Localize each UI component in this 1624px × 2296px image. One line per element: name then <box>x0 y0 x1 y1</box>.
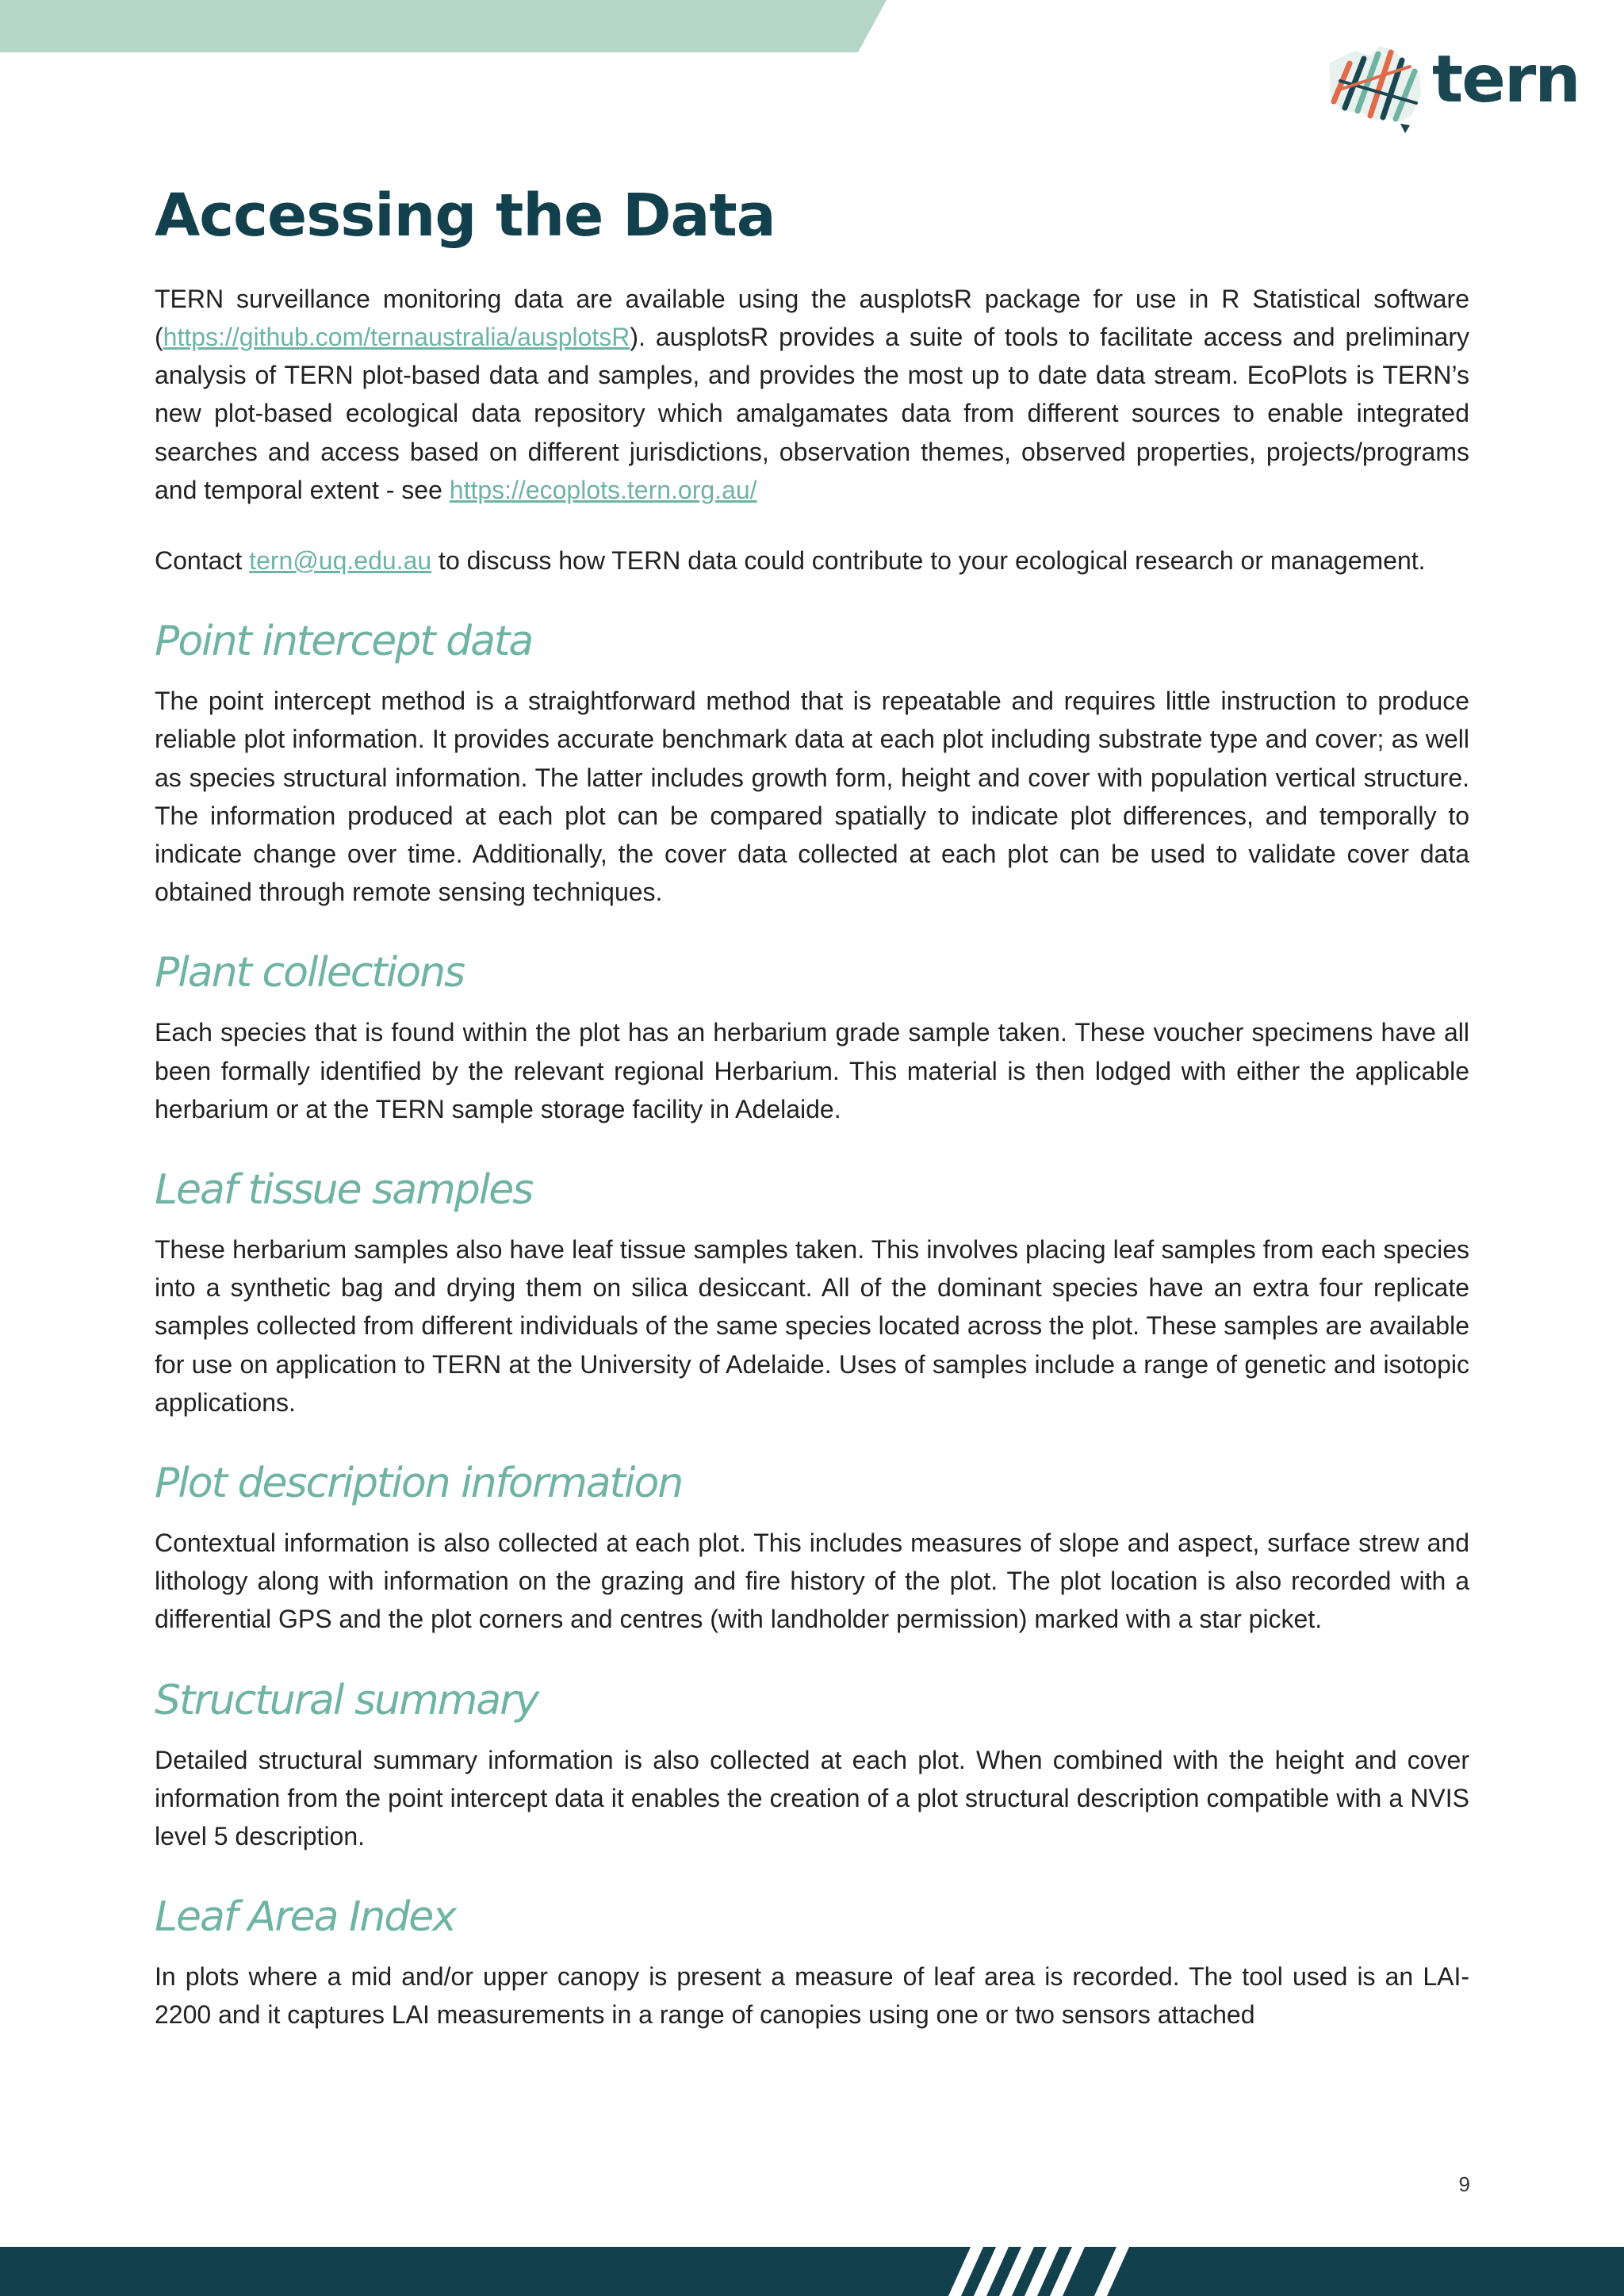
section-heading-structural-summary: Structural summary <box>155 1676 538 1724</box>
section-heading-leaf-area-index: Leaf Area Index <box>155 1893 456 1942</box>
ausplotsr-link[interactable]: https://github.com/ternaustralia/ausplotsR <box>163 323 630 351</box>
contact-text-1: Contact <box>155 546 250 576</box>
contact-text-2: to discuss how TERN data could contribute to your ecological research or management. <box>431 546 1426 576</box>
logo-wordmark: tern <box>1432 42 1580 117</box>
page-number: 9 <box>1458 2172 1470 2196</box>
intro-text-2: ). ausplotsR provides a suite of tools to facilitate access and preliminary analysis of TERN plot-based data and samples, and provides the most up to date data stream. EcoPlots is TERN’s new plot-based ecological data repository which amalgamates data from different sources to enable integrated searches and access based on different jurisdictions, observation themes, observed properties, projects/programs and temporal extent - see <box>155 323 1469 504</box>
ecoplots-link[interactable]: https://ecoplots.tern.org.au/ <box>449 475 757 504</box>
section-body-plot-description: Contextual information is also collected at each plot. This includes measures of slope and aspect, surface strew and lithology along with information on the grazing and fire history of the plot. The plot location is also recorded with a differential GPS and the plot corners and centres (with landholder permission) marked with a star picket. <box>155 1529 1469 1634</box>
section-body-plant-collections: Each species that is found within the plot has an herbarium grade sample taken. These voucher specimens have all been formally identified by the relevant regional Herbarium. This material is then lodged with either the applicable herbarium or at the TERN sample storage facility in Adelaide. <box>155 1018 1469 1123</box>
bottom-decorative-band <box>0 2242 1624 2296</box>
intro-text-1: TERN surveillance monitoring data are available using the ausplotsR package for use in R Statistical software ( <box>155 284 1469 351</box>
section-body-point-intercept: The point intercept method is a straightforward method that is repeatable and requires little instruction to produce reliable plot information. It provides accurate benchmark data at each plot including substrate type and cover; as well as species structural information. The latter includes growth form, height and cover with population vertical structure. The information produced at each plot can be compared spatially to indicate plot differences, and temporally to indicate change over time. Additionally, the cover data collected at each plot can be used to validate cover data obtained through remote sensing techniques. <box>155 687 1469 907</box>
section-heading-leaf-tissue: Leaf tissue samples <box>155 1166 533 1215</box>
email-link[interactable]: tern@uq.edu.au <box>249 546 432 576</box>
section-body-leaf-tissue: These herbarium samples also have leaf tissue samples taken. This involves placing leaf samples from each species into a synthetic bag and drying them on silica desiccant. All of the dominant species have an extra four replicate samples collected from different individuals of the same species located across the plot. These samples are available for use on application to TERN at the University of Adelaide. Uses of samples include a range of genetic and isotopic applications. <box>155 1235 1469 1417</box>
section-body-structural-summary: Detailed structural summary information is also collected at each plot. When combined with the height and cover information from the point intercept data it enables the creation of a plot structural description compatible with a NVIS level 5 description. <box>155 1745 1469 1851</box>
section-heading-plant-collections: Plant collections <box>155 949 465 997</box>
page-title: Accessing the Data <box>155 182 776 250</box>
section-heading-point-intercept: Point intercept data <box>155 618 533 666</box>
intro-paragraph <box>155 280 1469 509</box>
contact-paragraph <box>155 541 1469 580</box>
page-content <box>155 181 1469 2034</box>
section-body-leaf-area-index: In plots where a mid and/or upper canopy is present a measure of leaf area is recorded. The tool used is an LAI-2200 and it captures LAI measurements in a range of canopies using one or two sensors attached <box>155 1962 1469 2030</box>
section-heading-plot-description: Plot description information <box>155 1460 683 1508</box>
